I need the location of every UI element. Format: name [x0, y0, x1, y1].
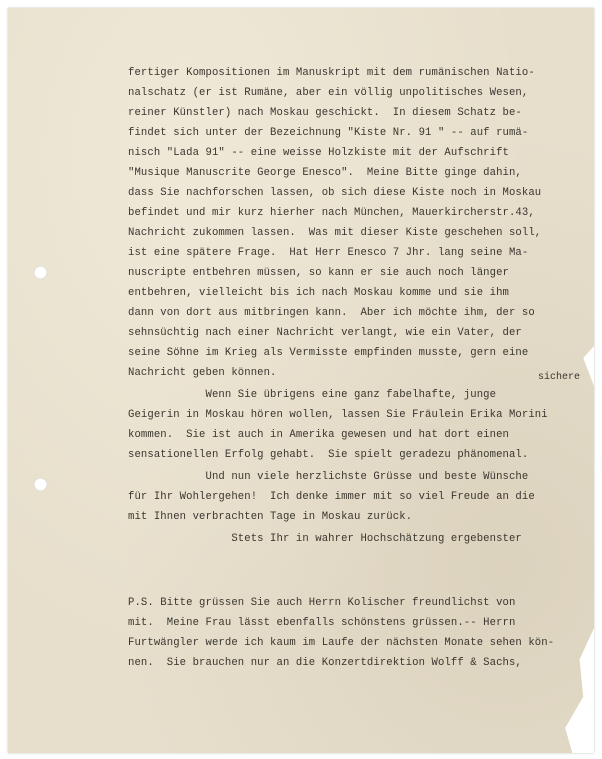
postscript-line-3: Furtwängler werde ich kaum im Laufe der nächsten Monate sehen kön-: [128, 637, 555, 649]
body-line-22: für Ihr Wohlergehen! Ich denke immer mit so viel Freude an die: [128, 491, 535, 503]
postscript-line-4: nen. Sie brauchen nur an die Konzertdirektion Wolff & Sachs,: [128, 657, 522, 669]
body-line-2: nalschatz (er ist Rumäne, aber ein völlig unpolitisches Wesen,: [128, 87, 529, 99]
body-line-6: "Musique Manuscrite George Enesco". Meine Bitte ginge dahin,: [128, 167, 522, 179]
body-line-20: sensationellen Erfolg gehabt. Sie spielt geradezu phänomenal.: [128, 449, 529, 461]
postscript-line-2: mit. Meine Frau lässt ebenfalls schönstens grüssen.-- Herrn: [128, 617, 516, 629]
body-line-15: seine Söhne im Krieg als Vermisste empfinden musste, gern eine: [128, 347, 529, 359]
torn-edge-lower: [558, 628, 594, 753]
body-line-18: Geigerin in Moskau hören wollen, lassen Sie Fräulein Erika Morini: [128, 409, 548, 421]
body-line-7: dass Sie nachforschen lassen, ob sich diese Kiste noch in Moskau: [128, 187, 542, 199]
body-line-14: sehnsüchtig nach einer Nachricht verlangt, wie ein Vater, der: [128, 327, 522, 339]
body-line-21: Und nun viele herzlichste Grüsse und beste Wünsche: [128, 471, 529, 483]
body-line-11: nuscripte entbehren müssen, so kann er sie auch noch länger: [128, 267, 509, 279]
body-line-16: Nachricht geben können.: [128, 367, 277, 379]
body-line-10: ist eine spätere Frage. Hat Herr Enesco 7 Jhr. lang seine Ma-: [128, 247, 529, 259]
body-line-5: nisch "Lada 91" -- eine weisse Holzkiste mit der Aufschrift: [128, 147, 509, 159]
punch-hole-upper: [34, 266, 47, 279]
interlinear-insertion: sichere: [538, 372, 581, 383]
closing-line: Stets Ihr in wahrer Hochschätzung ergebenster: [128, 533, 522, 545]
body-line-1: fertiger Kompositionen im Manuskript mit dem rumänischen Natio-: [128, 67, 535, 79]
body-line-13: dann von dort aus mitbringen kann. Aber ich möchte ihm, der so: [128, 307, 535, 319]
body-line-12: entbehren, vielleicht bis ich nach Moskau komme und sie ihm: [128, 287, 509, 299]
body-line-8: befindet und mir kurz hierher nach München, Mauerkircherstr.43,: [128, 207, 535, 219]
postscript-line-1: P.S. Bitte grüssen Sie auch Herrn Kolischer freundlichst von: [128, 597, 516, 609]
body-line-4: findet sich unter der Bezeichnung "Kiste Nr. 91 " -- auf rumä-: [128, 127, 529, 139]
body-line-23: mit Ihnen verbrachten Tage in Moskau zurück.: [128, 511, 413, 523]
body-line-3: reiner Künstler) nach Moskau geschickt. In diesem Schatz be-: [128, 107, 522, 119]
body-line-9: Nachricht zukommen lassen. Was mit dieser Kiste geschehen soll,: [128, 227, 542, 239]
punch-hole-lower: [34, 478, 47, 491]
body-line-17: Wenn Sie übrigens eine ganz fabelhafte, junge: [128, 389, 497, 401]
body-line-19: kommen. Sie ist auch in Amerika gewesen und hat dort einen: [128, 429, 509, 441]
